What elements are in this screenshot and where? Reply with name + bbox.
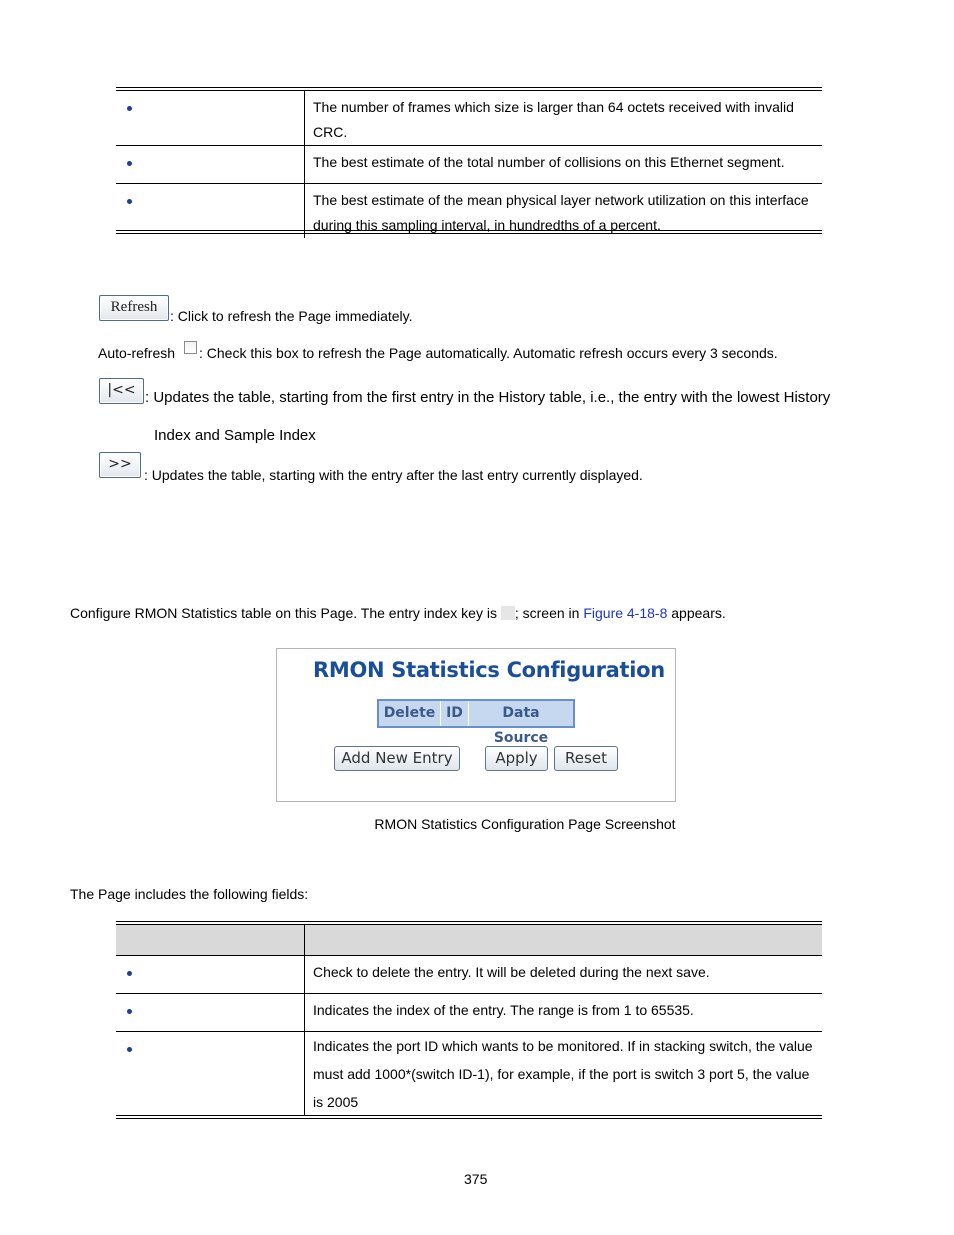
table-row — [116, 146, 822, 184]
description-cell: Check to delete the entry. It will be deleted during the next save. — [305, 956, 823, 994]
object-cell — [116, 994, 305, 1032]
header-description — [305, 925, 823, 956]
fields-table-bottom-rule — [116, 1115, 822, 1119]
figure-caption: RMON Statistics Configuration Page Screenshot — [374, 816, 676, 832]
object-cell — [116, 1032, 305, 1117]
column-delete: Delete — [379, 701, 441, 726]
object-cell — [116, 146, 305, 184]
bullet-icon — [127, 199, 132, 204]
index-key-placeholder — [501, 606, 515, 620]
description-cell: The best estimate of the mean physical layer network utilization on this interface during this sampling interval, in hundredths of a percent. — [313, 192, 809, 233]
first-page-description: : Updates the table, starting from the first entry in the History table, i.e., the entry with the lowest History — [145, 389, 831, 406]
table-row — [116, 1032, 822, 1117]
reset-button[interactable]: Reset — [554, 746, 618, 771]
refresh-description: : Click to refresh the Page immediately. — [170, 308, 413, 324]
intro-text-before: Configure RMON Statistics table on this Page. The entry index key is — [70, 605, 497, 621]
object-cell — [116, 956, 305, 994]
fields-table — [116, 925, 822, 1116]
auto-refresh-checkbox[interactable] — [184, 341, 197, 354]
bullet-icon — [127, 1009, 132, 1014]
rmon-statistics-screenshot — [276, 648, 676, 802]
description-cell: Indicates the port ID which wants to be monitored. If in stacking switch, the value must add 1000*(switch ID-1), for example, if the port is switch 3 port 5, the value is 2005 — [313, 1038, 813, 1110]
table-row — [116, 91, 822, 146]
description-cell: The number of frames which size is larger than 64 octets received with invalid CRC. — [305, 91, 823, 146]
description-cell: Indicates the index of the entry. The range is from 1 to 65535. — [305, 994, 823, 1032]
intro-text-middle: ; screen in — [514, 605, 580, 621]
header-object — [116, 925, 305, 956]
intro-text-after: appears. — [671, 605, 726, 621]
counters-table — [116, 91, 822, 238]
auto-refresh-label: Auto-refresh — [98, 345, 176, 361]
fields-intro: The Page includes the following fields: — [70, 886, 309, 902]
top-table-bottom-rule — [116, 230, 822, 234]
apply-button[interactable]: Apply — [485, 746, 548, 771]
first-page-description-cont: Index and Sample Index — [154, 427, 316, 444]
bullet-icon — [127, 161, 132, 166]
object-cell — [116, 91, 305, 146]
screenshot-title: RMON Statistics Configuration — [313, 658, 665, 682]
intro-paragraph — [70, 605, 726, 621]
bullet-icon — [127, 1047, 132, 1052]
table-row — [116, 994, 822, 1032]
column-id: ID — [441, 701, 469, 726]
auto-refresh-description: : Check this box to refresh the Page automatically. Automatic refresh occurs every 3 seconds. — [199, 345, 778, 361]
table-row — [116, 956, 822, 994]
figure-link[interactable]: Figure 4-18-8 — [583, 605, 668, 621]
first-page-button[interactable]: |<< — [99, 378, 144, 404]
description-cell: The best estimate of the total number of collisions on this Ethernet segment. — [305, 146, 823, 184]
next-page-button[interactable]: >> — [99, 452, 141, 478]
statistics-table-header — [377, 699, 575, 746]
table-header-row — [116, 925, 822, 956]
next-page-description: : Updates the table, starting with the entry after the last entry currently displayed. — [144, 467, 643, 483]
refresh-button[interactable]: Refresh — [99, 295, 169, 321]
bullet-icon — [127, 971, 132, 976]
column-data-source: Data Source — [493, 705, 549, 746]
add-new-entry-button[interactable]: Add New Entry — [334, 746, 460, 771]
bullet-icon — [127, 106, 132, 111]
page-number: 375 — [464, 1171, 488, 1187]
